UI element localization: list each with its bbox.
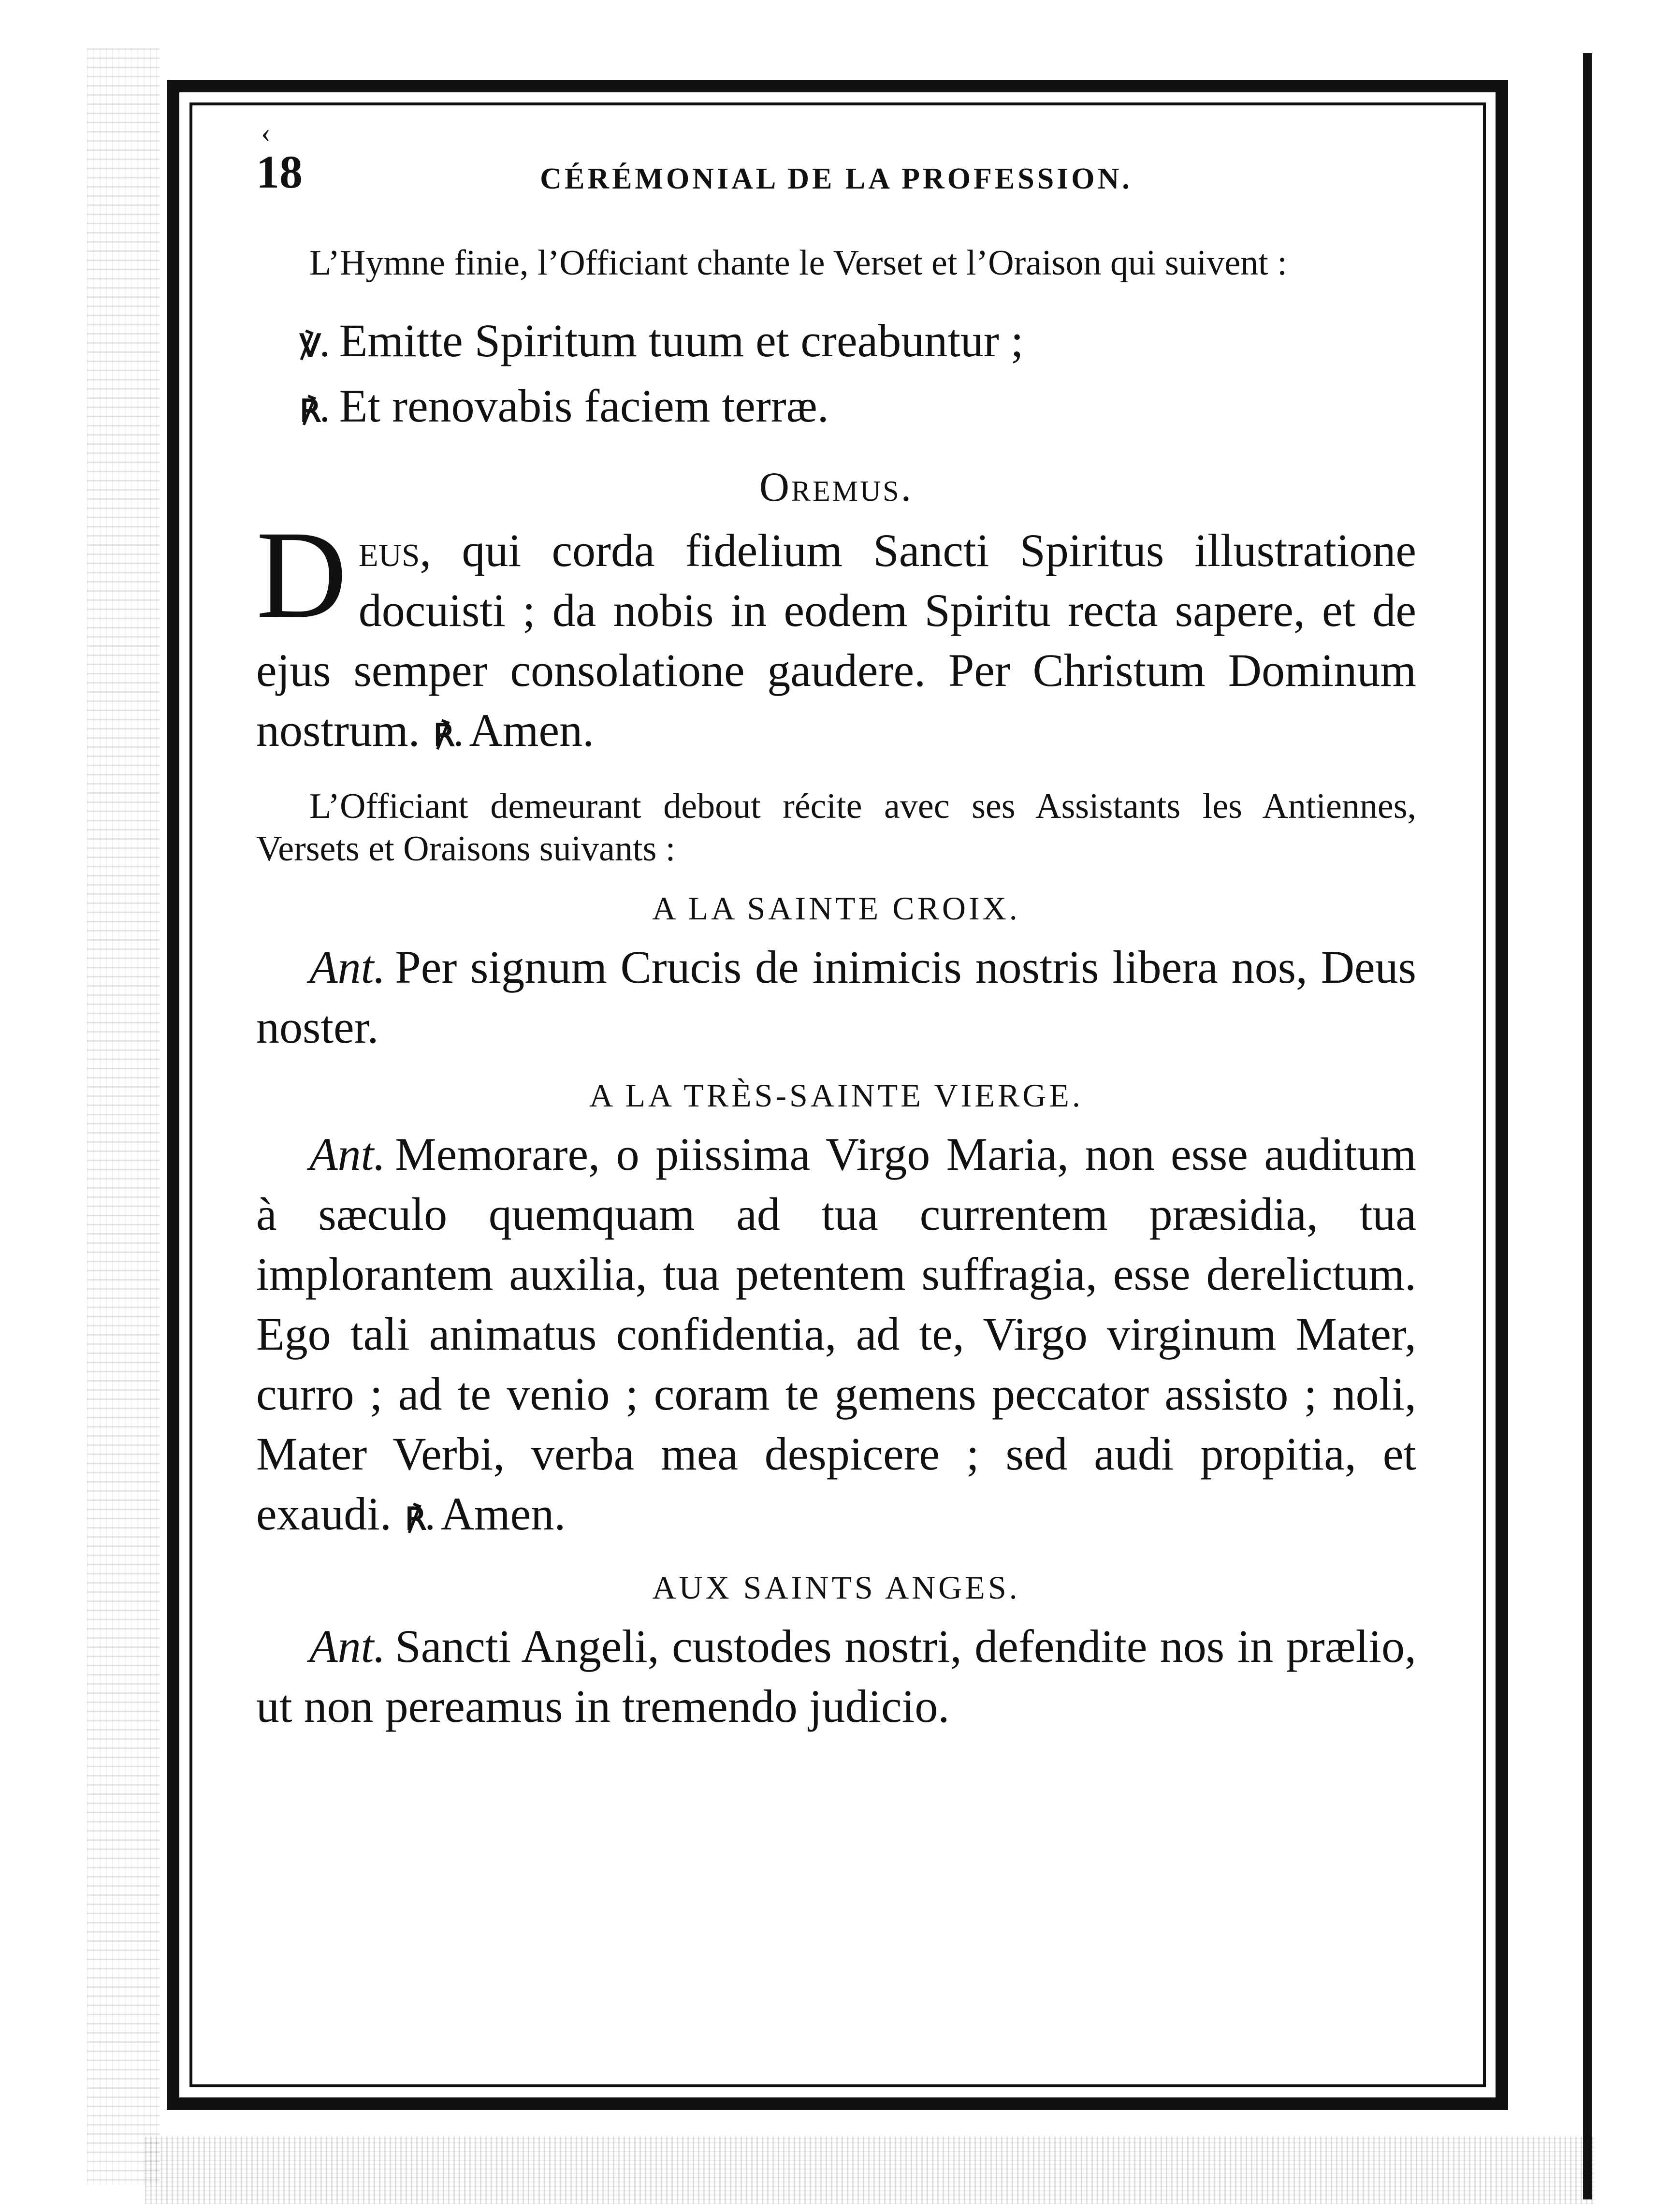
oremus-heading: Oremus. [759,464,914,510]
response-text: Et renovabis faciem terræ. [339,380,829,432]
prayer-text: , qui corda fidelium Sancti Spiritus illustratione docuisti ; da nobis in eodem Spiritu recta sapere, et de ejus semper consolatione gaudere. Per Christum Dominum nostrum. [256,524,1416,756]
page-content [256,116,1416,1736]
prayer-response-symbol: ℟. [433,718,463,753]
section-heading-vierge: A LA TRÈS-SAINTE VIERGE. [589,1077,1083,1114]
antiphon-anges [256,1616,1416,1736]
prayer-first-word: eus [358,524,420,576]
antiphon-response-symbol: ℟. [405,1502,434,1536]
antiphon-text: Sancti Angeli, custodes nostri, defendite nos in prælio, ut non pereamus in tremendo judicio. [256,1620,1416,1732]
scan-edge-rule [1583,53,1592,2199]
running-title: CÉRÉMONIAL DE LA PROFESSION. [540,162,1133,195]
running-header [256,116,1416,198]
ant-label: Ant. [309,1128,386,1180]
versicle-line [256,311,1416,376]
intro-rubric: L’Hymne finie, l’Officiant chante le Verset et l’Oraison qui suivent : [309,243,1287,283]
ant-label: Ant. [309,941,386,993]
scan-noise-left [87,48,160,2185]
ant-label: Ant. [309,1620,386,1672]
section-heading-croix: A LA SAINTE CROIX. [652,890,1020,927]
prayer-paragraph [256,505,1416,766]
margin-mark: ‹ [261,116,271,148]
response-symbol: ℟. [300,394,329,428]
prayer-response-text: Amen. [469,704,595,756]
drop-cap-initial: D [256,505,347,644]
response-line [256,376,1416,441]
scan-noise-bottom [145,2137,1595,2204]
section-heading-anges: AUX SAINTS ANGES. [652,1569,1020,1606]
antiphon-croix [256,937,1416,1057]
rubric-assistants: L’Officiant demeurant debout récite avec ses Assistants les Antiennes, Versets et Oraisons suivants : [256,786,1416,869]
versicle-text: Emitte Spiritum tuum et creabuntur ; [339,315,1024,366]
antiphon-vierge [256,1124,1416,1549]
page-number: 18 [256,146,303,198]
antiphon-text: Memorare, o piissima Virgo Maria, non esse auditum à sæculo quemquam ad tua currentem præsidia, tua implorantem auxilia, tua petentem suffragia, esse derelictum. Ego tali animatus confidentia, ad te, Virgo virginum Mater, curro ; ad te venio ; coram te gemens peccator assisto ; noli, Mater Verbi, verba mea despicere ; sed audi propitia, et exaudi. [256,1128,1416,1540]
antiphon-text: Per signum Crucis de inimicis nostris libera nos, Deus noster. [256,941,1416,1053]
antiphon-response-text: Amen. [440,1488,566,1540]
versicle-symbol: ℣. [300,329,329,363]
